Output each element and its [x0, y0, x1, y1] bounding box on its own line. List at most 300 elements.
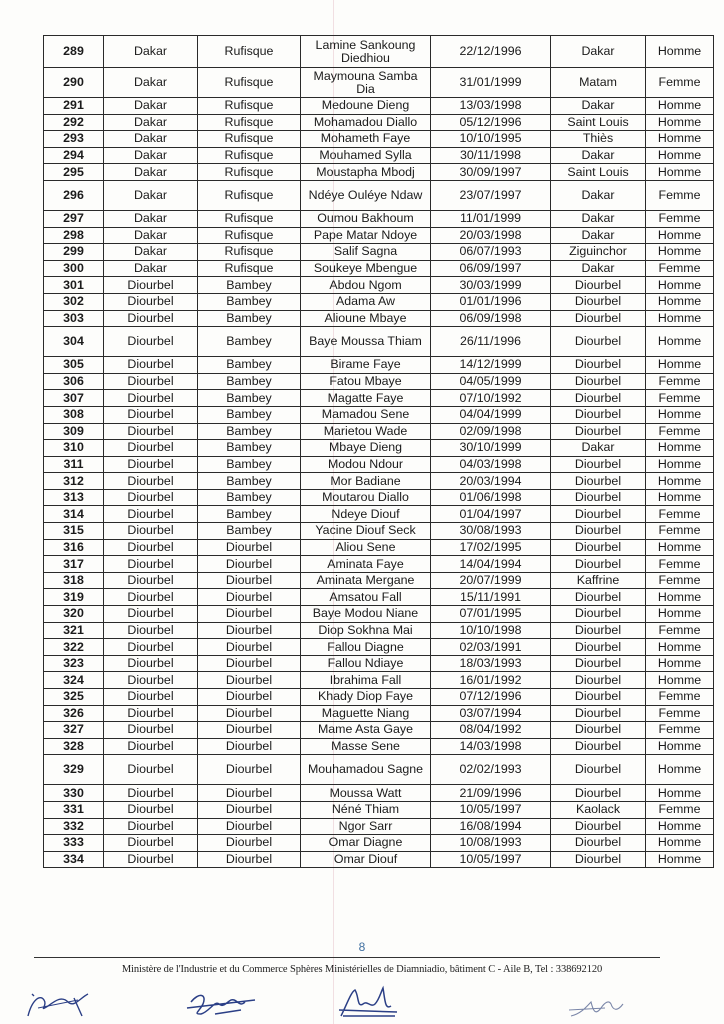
cell-name: Yacine Diouf Seck: [301, 523, 431, 540]
cell-sex: Femme: [646, 506, 714, 523]
cell-number: 314: [44, 506, 104, 523]
cell-sex: Homme: [646, 114, 714, 131]
cell-birth-place: Diourbel: [551, 357, 646, 374]
table-row: [44, 68, 714, 98]
cell-region: Diourbel: [104, 310, 198, 327]
cell-birth-date: 11/01/1999: [431, 210, 551, 227]
cell-sex: Femme: [646, 572, 714, 589]
cell-region: Diourbel: [104, 539, 198, 556]
cell-number: 322: [44, 639, 104, 656]
cell-birth-date: 31/01/1999: [431, 68, 551, 98]
cell-department: Diourbel: [198, 705, 301, 722]
cell-number: 309: [44, 423, 104, 440]
table-row: [44, 851, 714, 868]
cell-name: Mor Badiane: [301, 473, 431, 490]
cell-birth-place: Kaolack: [551, 801, 646, 818]
table-row: [44, 606, 714, 623]
cell-number: 291: [44, 98, 104, 115]
cell-name: Masse Sene: [301, 738, 431, 755]
cell-birth-place: Kaffrine: [551, 572, 646, 589]
table-row: [44, 589, 714, 606]
cell-number: 299: [44, 244, 104, 261]
table-row: [44, 818, 714, 835]
cell-sex: Homme: [646, 639, 714, 656]
cell-department: Diourbel: [198, 606, 301, 623]
cell-name: Mamadou Sene: [301, 406, 431, 423]
cell-birth-place: Diourbel: [551, 722, 646, 739]
cell-sex: Homme: [646, 456, 714, 473]
cell-birth-place: Diourbel: [551, 851, 646, 868]
cell-sex: Femme: [646, 260, 714, 277]
cell-sex: Homme: [646, 589, 714, 606]
table-row: [44, 210, 714, 227]
table-row: [44, 277, 714, 294]
table-row: [44, 440, 714, 457]
cell-number: 302: [44, 293, 104, 310]
cell-department: Diourbel: [198, 755, 301, 785]
cell-birth-date: 30/03/1999: [431, 277, 551, 294]
cell-birth-date: 30/08/1993: [431, 523, 551, 540]
table-row: [44, 672, 714, 689]
cell-birth-place: Diourbel: [551, 277, 646, 294]
cell-department: Diourbel: [198, 738, 301, 755]
cell-number: 327: [44, 722, 104, 739]
cell-sex: Homme: [646, 755, 714, 785]
cell-sex: Homme: [646, 164, 714, 181]
table-row: [44, 131, 714, 148]
cell-department: Diourbel: [198, 672, 301, 689]
table-row: [44, 36, 714, 68]
cell-number: 290: [44, 68, 104, 98]
table-row: [44, 180, 714, 210]
cell-sex: Homme: [646, 406, 714, 423]
cell-birth-place: Diourbel: [551, 622, 646, 639]
cell-region: Diourbel: [104, 835, 198, 852]
cell-name: Fallou Ndiaye: [301, 655, 431, 672]
cell-birth-place: Diourbel: [551, 655, 646, 672]
signature-4: [565, 994, 635, 1022]
cell-region: Diourbel: [104, 523, 198, 540]
cell-name: Mouhamadou Sagne: [301, 755, 431, 785]
cell-region: Diourbel: [104, 357, 198, 374]
cell-name: Maymouna Samba Dia: [301, 68, 431, 98]
table-row: [44, 622, 714, 639]
cell-region: Diourbel: [104, 705, 198, 722]
cell-birth-place: Diourbel: [551, 506, 646, 523]
table-row: [44, 406, 714, 423]
cell-birth-place: Dakar: [551, 36, 646, 68]
cell-name: Amsatou Fall: [301, 589, 431, 606]
cell-sex: Homme: [646, 785, 714, 802]
cell-number: 300: [44, 260, 104, 277]
cell-birth-place: Diourbel: [551, 738, 646, 755]
cell-region: Diourbel: [104, 755, 198, 785]
cell-number: 293: [44, 131, 104, 148]
cell-birth-place: Diourbel: [551, 423, 646, 440]
cell-sex: Homme: [646, 606, 714, 623]
cell-birth-date: 01/01/1996: [431, 293, 551, 310]
cell-sex: Femme: [646, 180, 714, 210]
cell-birth-place: Diourbel: [551, 406, 646, 423]
cell-number: 323: [44, 655, 104, 672]
table-row: [44, 489, 714, 506]
cell-birth-date: 02/09/1998: [431, 423, 551, 440]
cell-department: Rufisque: [198, 147, 301, 164]
cell-region: Diourbel: [104, 818, 198, 835]
cell-sex: Homme: [646, 98, 714, 115]
cell-name: Ngor Sarr: [301, 818, 431, 835]
cell-name: Aminata Faye: [301, 556, 431, 573]
cell-name: Aminata Mergane: [301, 572, 431, 589]
cell-sex: Homme: [646, 835, 714, 852]
cell-name: Marietou Wade: [301, 423, 431, 440]
cell-sex: Femme: [646, 68, 714, 98]
cell-department: Bambey: [198, 310, 301, 327]
cell-birth-date: 06/09/1997: [431, 260, 551, 277]
table-row: [44, 473, 714, 490]
cell-department: Rufisque: [198, 244, 301, 261]
cell-number: 289: [44, 36, 104, 68]
table-row: [44, 114, 714, 131]
cell-department: Diourbel: [198, 801, 301, 818]
cell-birth-place: Diourbel: [551, 456, 646, 473]
cell-region: Diourbel: [104, 738, 198, 755]
cell-name: Aliou Sene: [301, 539, 431, 556]
cell-department: Rufisque: [198, 227, 301, 244]
cell-birth-date: 05/12/1996: [431, 114, 551, 131]
cell-region: Diourbel: [104, 851, 198, 868]
cell-birth-place: Dakar: [551, 260, 646, 277]
footer-address: Ministère de l'Industrie et du Commerce Sphères Ministérielles de Diamniadio, bâtiment C - Aile B, Tel : 338692120: [121, 964, 603, 975]
cell-sex: Homme: [646, 473, 714, 490]
table-row: [44, 260, 714, 277]
cell-birth-place: Diourbel: [551, 523, 646, 540]
table-row: [44, 835, 714, 852]
page-number: 8: [358, 940, 366, 954]
cell-sex: Homme: [646, 277, 714, 294]
cell-number: 292: [44, 114, 104, 131]
cell-number: 316: [44, 539, 104, 556]
cell-birth-date: 14/04/1994: [431, 556, 551, 573]
cell-birth-place: Diourbel: [551, 835, 646, 852]
cell-birth-date: 14/03/1998: [431, 738, 551, 755]
cell-region: Diourbel: [104, 785, 198, 802]
cell-birth-place: Dakar: [551, 180, 646, 210]
cell-birth-date: 06/09/1998: [431, 310, 551, 327]
cell-birth-date: 10/05/1997: [431, 801, 551, 818]
cell-department: Bambey: [198, 456, 301, 473]
cell-sex: Homme: [646, 131, 714, 148]
cell-name: Khady Diop Faye: [301, 689, 431, 706]
cell-region: Dakar: [104, 36, 198, 68]
cell-name: Lamine Sankoung Diedhiou: [301, 36, 431, 68]
cell-birth-place: Diourbel: [551, 473, 646, 490]
cell-birth-place: Diourbel: [551, 489, 646, 506]
cell-department: Rufisque: [198, 180, 301, 210]
cell-birth-date: 07/12/1996: [431, 689, 551, 706]
table-row: [44, 357, 714, 374]
cell-name: Fallou Diagne: [301, 639, 431, 656]
cell-birth-date: 14/12/1999: [431, 357, 551, 374]
cell-number: 330: [44, 785, 104, 802]
cell-name: Ndeye Diouf: [301, 506, 431, 523]
cell-birth-place: Diourbel: [551, 373, 646, 390]
cell-number: 318: [44, 572, 104, 589]
cell-department: Rufisque: [198, 260, 301, 277]
cell-region: Diourbel: [104, 406, 198, 423]
cell-department: Diourbel: [198, 572, 301, 589]
table-row: [44, 738, 714, 755]
cell-sex: Homme: [646, 244, 714, 261]
cell-birth-place: Dakar: [551, 147, 646, 164]
cell-region: Diourbel: [104, 277, 198, 294]
cell-sex: Femme: [646, 689, 714, 706]
cell-department: Bambey: [198, 327, 301, 357]
cell-number: 296: [44, 180, 104, 210]
cell-name: Modou Ndour: [301, 456, 431, 473]
cell-sex: Homme: [646, 36, 714, 68]
cell-birth-date: 07/10/1992: [431, 390, 551, 407]
cell-birth-place: Diourbel: [551, 556, 646, 573]
cell-birth-date: 07/01/1995: [431, 606, 551, 623]
cell-sex: Homme: [646, 327, 714, 357]
table-body: [44, 36, 714, 868]
cell-sex: Homme: [646, 539, 714, 556]
cell-birth-date: 01/06/1998: [431, 489, 551, 506]
cell-name: Baye Modou Niane: [301, 606, 431, 623]
cell-name: Birame Faye: [301, 357, 431, 374]
cell-birth-place: Saint Louis: [551, 164, 646, 181]
cell-number: 297: [44, 210, 104, 227]
cell-birth-date: 23/07/1997: [431, 180, 551, 210]
cell-name: Adama Aw: [301, 293, 431, 310]
cell-region: Dakar: [104, 131, 198, 148]
cell-region: Diourbel: [104, 672, 198, 689]
cell-region: Diourbel: [104, 506, 198, 523]
cell-birth-place: Matam: [551, 68, 646, 98]
cell-number: 317: [44, 556, 104, 573]
cell-region: Diourbel: [104, 373, 198, 390]
cell-birth-date: 18/03/1993: [431, 655, 551, 672]
cell-name: Mohamadou Diallo: [301, 114, 431, 131]
cell-name: Soukeye Mbengue: [301, 260, 431, 277]
cell-sex: Homme: [646, 672, 714, 689]
cell-name: Moutarou Diallo: [301, 489, 431, 506]
cell-number: 331: [44, 801, 104, 818]
cell-sex: Homme: [646, 440, 714, 457]
cell-birth-date: 30/11/1998: [431, 147, 551, 164]
cell-birth-place: Diourbel: [551, 390, 646, 407]
cell-department: Diourbel: [198, 539, 301, 556]
cell-number: 324: [44, 672, 104, 689]
cell-birth-place: Diourbel: [551, 539, 646, 556]
cell-number: 315: [44, 523, 104, 540]
cell-region: Dakar: [104, 147, 198, 164]
cell-number: 310: [44, 440, 104, 457]
cell-number: 312: [44, 473, 104, 490]
cell-name: Medoune Dieng: [301, 98, 431, 115]
cell-sex: Femme: [646, 705, 714, 722]
cell-number: 303: [44, 310, 104, 327]
cell-number: 326: [44, 705, 104, 722]
cell-name: Néné Thiam: [301, 801, 431, 818]
cell-department: Rufisque: [198, 114, 301, 131]
cell-birth-place: Dakar: [551, 210, 646, 227]
cell-sex: Femme: [646, 390, 714, 407]
cell-birth-date: 10/10/1995: [431, 131, 551, 148]
cell-sex: Homme: [646, 227, 714, 244]
cell-birth-date: 26/11/1996: [431, 327, 551, 357]
cell-birth-date: 10/05/1997: [431, 851, 551, 868]
cell-number: 321: [44, 622, 104, 639]
cell-birth-date: 16/01/1992: [431, 672, 551, 689]
cell-sex: Femme: [646, 523, 714, 540]
cell-name: Ibrahima Fall: [301, 672, 431, 689]
cell-department: Bambey: [198, 277, 301, 294]
cell-department: Diourbel: [198, 818, 301, 835]
cell-region: Diourbel: [104, 327, 198, 357]
signature-1: [18, 986, 108, 1022]
cell-name: Maguette Niang: [301, 705, 431, 722]
cell-birth-date: 04/03/1998: [431, 456, 551, 473]
cell-department: Diourbel: [198, 639, 301, 656]
cell-region: Dakar: [104, 114, 198, 131]
cell-department: Rufisque: [198, 36, 301, 68]
cell-birth-date: 08/04/1992: [431, 722, 551, 739]
cell-region: Dakar: [104, 68, 198, 98]
cell-birth-place: Diourbel: [551, 327, 646, 357]
cell-birth-date: 20/03/1998: [431, 227, 551, 244]
cell-sex: Homme: [646, 147, 714, 164]
signature-2: [185, 988, 265, 1022]
cell-birth-place: Diourbel: [551, 293, 646, 310]
cell-region: Dakar: [104, 244, 198, 261]
cell-number: 325: [44, 689, 104, 706]
cell-name: Mame Asta Gaye: [301, 722, 431, 739]
cell-department: Rufisque: [198, 98, 301, 115]
table-row: [44, 456, 714, 473]
cell-sex: Homme: [646, 489, 714, 506]
cell-birth-place: Diourbel: [551, 818, 646, 835]
cell-birth-date: 02/03/1991: [431, 639, 551, 656]
cell-department: Diourbel: [198, 722, 301, 739]
cell-birth-date: 10/08/1993: [431, 835, 551, 852]
cell-department: Diourbel: [198, 835, 301, 852]
cell-birth-place: Diourbel: [551, 606, 646, 623]
cell-region: Diourbel: [104, 655, 198, 672]
cell-department: Bambey: [198, 523, 301, 540]
cell-department: Bambey: [198, 506, 301, 523]
cell-region: Dakar: [104, 227, 198, 244]
cell-region: Diourbel: [104, 293, 198, 310]
cell-birth-date: 20/03/1994: [431, 473, 551, 490]
cell-birth-place: Diourbel: [551, 589, 646, 606]
table-row: [44, 98, 714, 115]
cell-number: 306: [44, 373, 104, 390]
table-row: [44, 327, 714, 357]
cell-number: 320: [44, 606, 104, 623]
table-row: [44, 705, 714, 722]
cell-region: Diourbel: [104, 606, 198, 623]
cell-number: 308: [44, 406, 104, 423]
cell-number: 307: [44, 390, 104, 407]
cell-number: 328: [44, 738, 104, 755]
cell-department: Bambey: [198, 293, 301, 310]
cell-department: Diourbel: [198, 785, 301, 802]
table-row: [44, 227, 714, 244]
cell-number: 319: [44, 589, 104, 606]
cell-birth-date: 04/04/1999: [431, 406, 551, 423]
cell-birth-place: Thiès: [551, 131, 646, 148]
cell-birth-place: Diourbel: [551, 639, 646, 656]
cell-birth-date: 13/03/1998: [431, 98, 551, 115]
signature-3: [335, 984, 405, 1022]
cell-department: Bambey: [198, 473, 301, 490]
cell-number: 333: [44, 835, 104, 852]
cell-birth-date: 21/09/1996: [431, 785, 551, 802]
cell-birth-date: 01/04/1997: [431, 506, 551, 523]
cell-sex: Homme: [646, 738, 714, 755]
cell-birth-date: 15/11/1991: [431, 589, 551, 606]
table-row: [44, 147, 714, 164]
cell-region: Diourbel: [104, 572, 198, 589]
cell-name: Omar Diagne: [301, 835, 431, 852]
cell-name: Salif Sagna: [301, 244, 431, 261]
table-row: [44, 655, 714, 672]
cell-region: Diourbel: [104, 589, 198, 606]
table-row: [44, 523, 714, 540]
cell-number: 295: [44, 164, 104, 181]
cell-name: Alioune Mbaye: [301, 310, 431, 327]
cell-department: Diourbel: [198, 556, 301, 573]
cell-name: Fatou Mbaye: [301, 373, 431, 390]
cell-number: 332: [44, 818, 104, 835]
cell-region: Diourbel: [104, 489, 198, 506]
cell-name: Abdou Ngom: [301, 277, 431, 294]
cell-region: Diourbel: [104, 440, 198, 457]
cell-region: Diourbel: [104, 722, 198, 739]
cell-number: 334: [44, 851, 104, 868]
table-row: [44, 785, 714, 802]
cell-number: 301: [44, 277, 104, 294]
table-row: [44, 506, 714, 523]
cell-birth-place: Diourbel: [551, 689, 646, 706]
cell-birth-place: Dakar: [551, 98, 646, 115]
table-row: [44, 801, 714, 818]
table-row: [44, 373, 714, 390]
cell-sex: Femme: [646, 373, 714, 390]
cell-department: Rufisque: [198, 210, 301, 227]
cell-region: Diourbel: [104, 556, 198, 573]
table-row: [44, 244, 714, 261]
cell-number: 305: [44, 357, 104, 374]
cell-region: Diourbel: [104, 456, 198, 473]
cell-birth-place: Dakar: [551, 227, 646, 244]
cell-department: Diourbel: [198, 851, 301, 868]
cell-birth-place: Diourbel: [551, 672, 646, 689]
cell-region: Diourbel: [104, 622, 198, 639]
cell-name: Moustapha Mbodj: [301, 164, 431, 181]
cell-name: Omar Diouf: [301, 851, 431, 868]
cell-number: 298: [44, 227, 104, 244]
cell-region: Dakar: [104, 164, 198, 181]
cell-birth-place: Dakar: [551, 440, 646, 457]
cell-sex: Homme: [646, 310, 714, 327]
cell-name: Mohameth Faye: [301, 131, 431, 148]
footer-divider: [34, 957, 660, 958]
cell-sex: Homme: [646, 851, 714, 868]
cell-region: Diourbel: [104, 801, 198, 818]
